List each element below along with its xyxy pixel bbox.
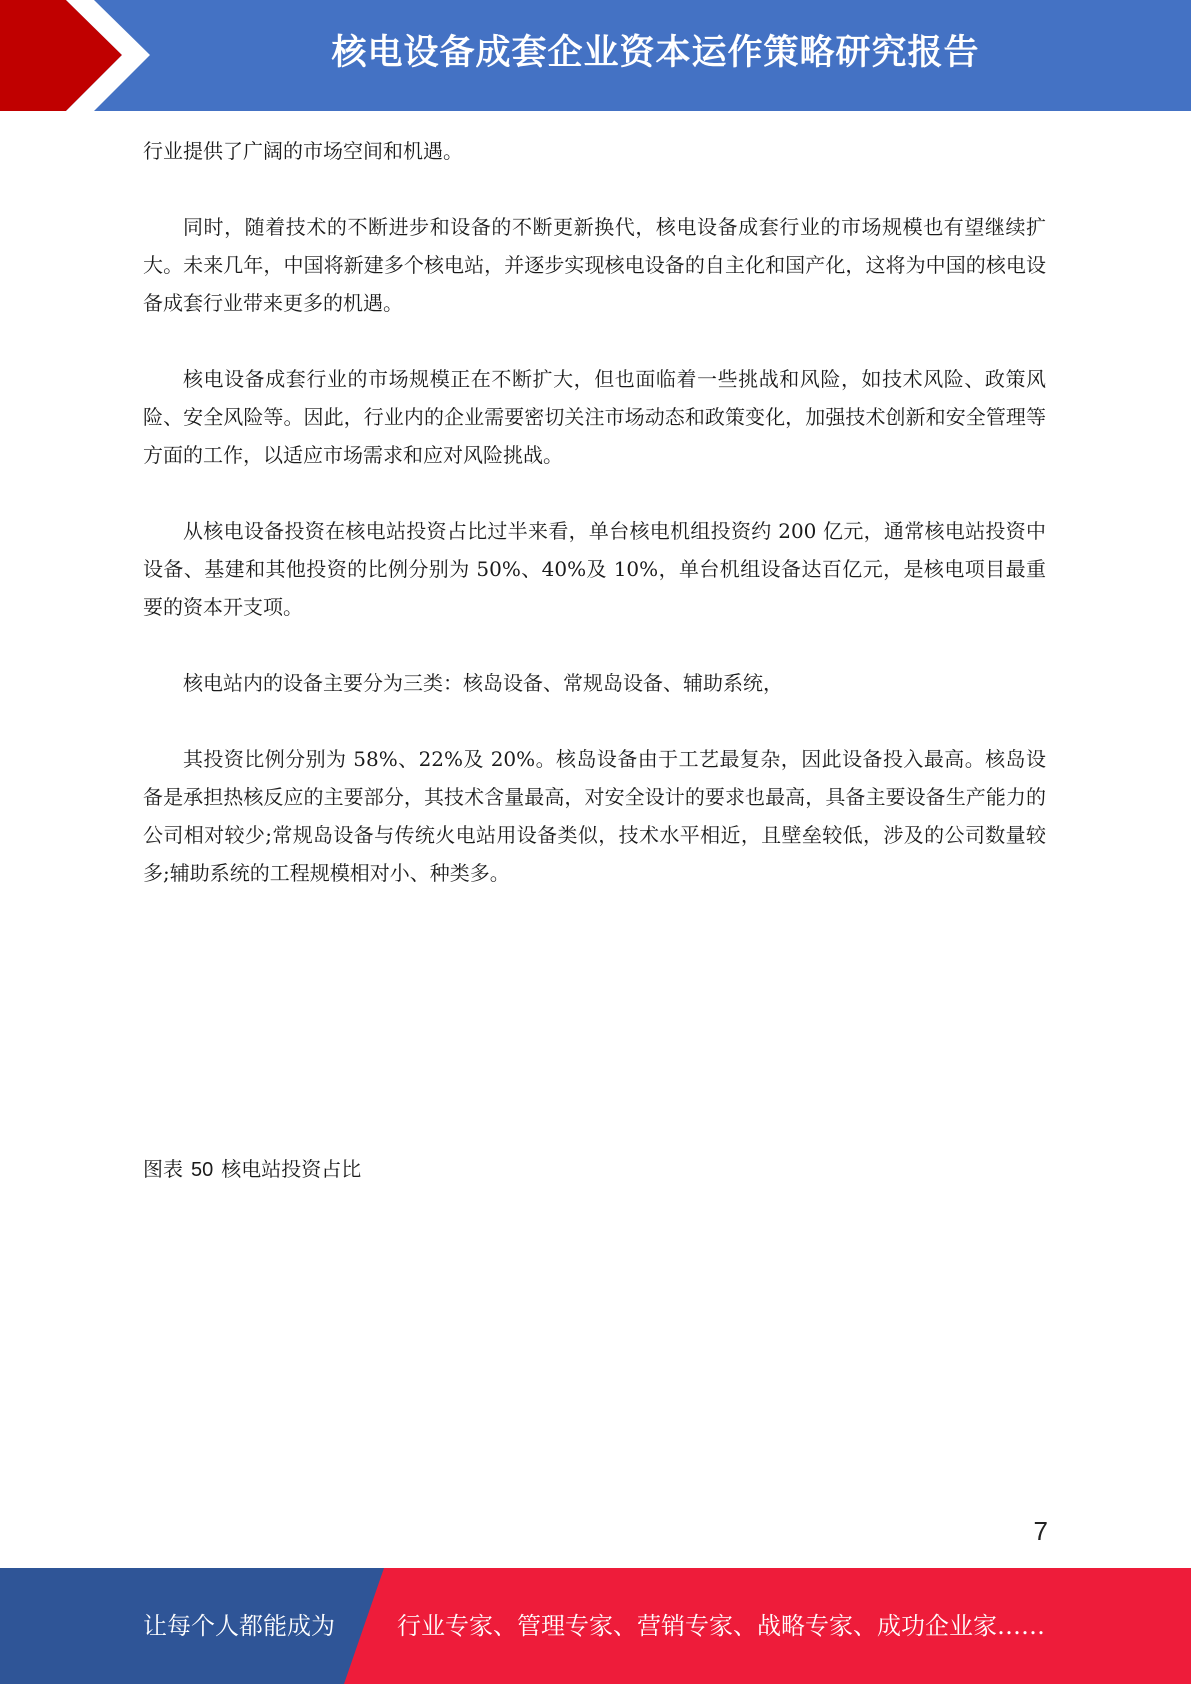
footer-slogan-right: 行业专家、管理专家、营销专家、战略专家、成功企业家…… [397, 1612, 1045, 1640]
paragraph-4: 从核电设备投资在核电站投资占比过半来看，单台核电机组投资约 200 亿元，通常核电站投资中设备、基建和其他投资的比例分别为 50%、40%及 10%，单台机组设备达百亿元，是核电项目最重要的资本开支项。 [143, 519, 1046, 619]
header-banner [0, 0, 1191, 111]
figure-caption-title: 核电站投资占比 [221, 1157, 362, 1181]
figure-caption-label: 图表 [143, 1157, 183, 1181]
page-number: 7 [1033, 1516, 1048, 1546]
paragraph-2: 同时，随着技术的不断进步和设备的不断更新换代，核电设备成套行业的市场规模也有望继续扩大。未来几年，中国将新建多个核电站，并逐步实现核电设备的自主化和国产化，这将为中国的核电设备成套行业带来更多的机遇。 [143, 215, 1046, 315]
paragraph-6: 其投资比例分别为 58%、22%及 20%。核岛设备由于工艺最复杂，因此设备投入最高。核岛设备是承担热核反应的主要部分，其技术含量最高，对安全设计的要求也最高，具备主要设备生产能力的公司相对较少;常规岛设备与传统火电站用设备类似，技术水平相近，且壁垒较低，涉及的公司数量较多;辅助系统的工程规模相对小、种类多。 [143, 747, 1046, 885]
figure-caption [143, 1153, 361, 1186]
paragraph-5: 核电站内的设备主要分为三类：核岛设备、常规岛设备、辅助系统， [183, 671, 783, 695]
paragraph-3: 核电设备成套行业的市场规模正在不断扩大，但也面临着一些挑战和风险，如技术风险、政策风险、安全风险等。因此，行业内的企业需要密切关注市场动态和政策变化，加强技术创新和安全管理等方面的工作，以适应市场需求和应对风险挑战。 [143, 367, 1046, 467]
footer-banner [0, 1568, 1191, 1684]
header-red-arrow-logo [0, 0, 160, 111]
footer-slogan-left: 让每个人都能成为 [143, 1612, 335, 1640]
report-title: 核电设备成套企业资本运作策略研究报告 [331, 33, 980, 73]
paragraph-1: 行业提供了广阔的市场空间和机遇。 [143, 139, 463, 163]
figure-caption-number: 50 [191, 1159, 214, 1181]
document-body [143, 132, 1046, 930]
